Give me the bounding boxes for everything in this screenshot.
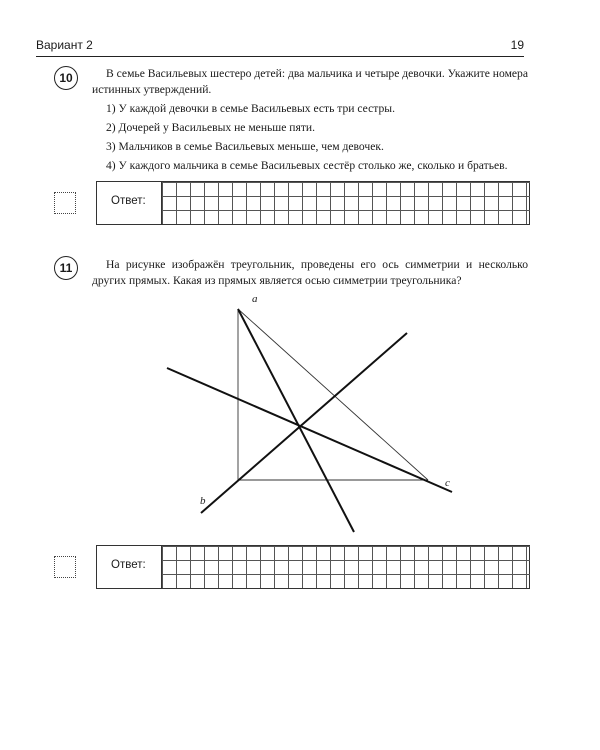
line-a [238,309,354,532]
variant-label: Вариант 2 [36,38,93,52]
line-c-label: c [445,477,450,489]
question-11-score-box [54,556,76,578]
line-c [167,368,452,492]
page-number: 19 [510,38,524,52]
question-10-item-2: 2) Дочерей у Васильевых не меньше пяти. [106,121,315,134]
question-10-item-3: 3) Мальчиков в семье Васильевых меньше, чем девочек. [106,140,384,153]
question-10-answer-label: Ответ: [111,195,146,207]
question-10-number: 10 [54,66,78,90]
question-11-answer-label: Ответ: [111,559,146,571]
line-a-label: a [252,293,258,305]
question-10-item-4: 4) У каждого мальчика в семье Васильевых сестёр столько же, сколько и братьев. [106,159,508,172]
question-11-number: 11 [54,256,78,280]
question-10-prompt: В семье Васильевых шестеро детей: два мальчика и четыре девочки. Укажите номера истинных утверждений. [92,67,528,96]
line-b [201,333,407,513]
question-10-item-1: 1) У каждой девочки в семье Васильевых есть три сестры. [106,102,395,115]
line-b-label: b [200,495,206,507]
question-11-answer-box[interactable] [96,545,530,589]
question-11-prompt: На рисунке изображён треугольник, проведены его ось симметрии и несколько других прямых. Какая из прямых является осью симметрии треугольника? [92,258,528,287]
triangle-side-hypotenuse [238,309,428,480]
question-11-answer-grid[interactable] [161,546,530,588]
